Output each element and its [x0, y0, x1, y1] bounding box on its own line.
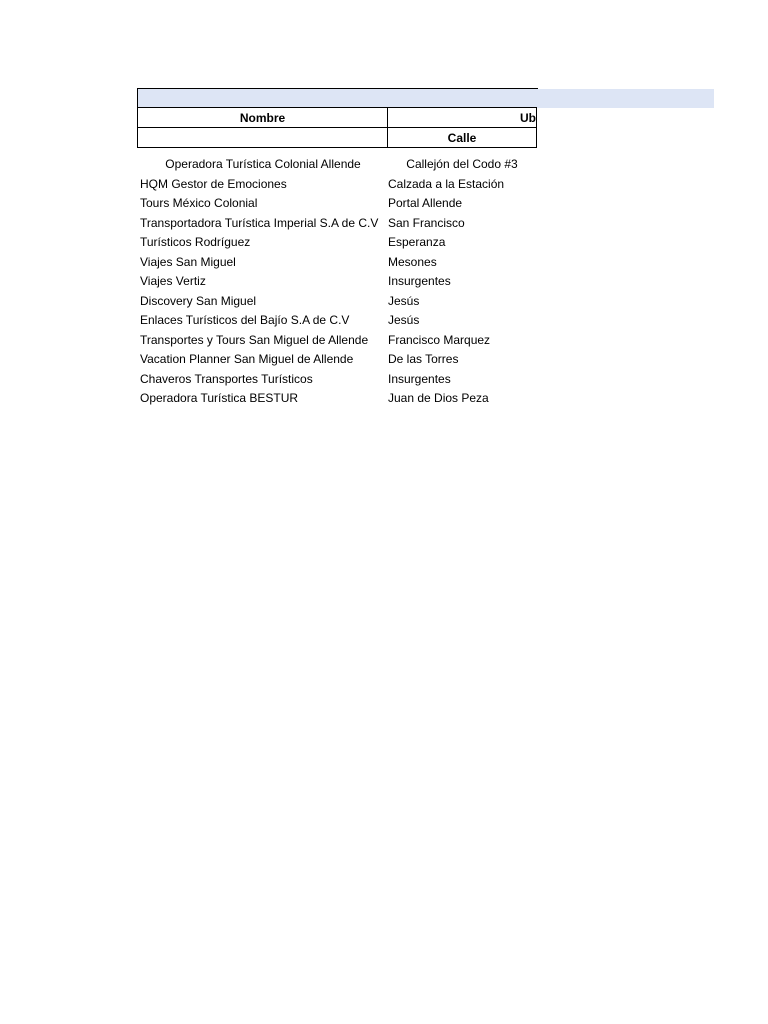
cell-nombre: HQM Gestor de Emociones	[140, 176, 287, 191]
cell-calle: Juan de Dios Peza	[388, 391, 489, 405]
table-row	[138, 370, 538, 390]
cell-calle: Insurgentes	[388, 274, 451, 288]
cell-nombre: Vacation Planner San Miguel de Allende	[140, 352, 354, 366]
cell-calle: San Francisco	[388, 215, 465, 230]
table-row	[138, 155, 538, 175]
cell-calle: Mesones	[388, 254, 437, 269]
cell-calle: Callejón del Codo #3	[406, 157, 518, 171]
title-band-border	[137, 88, 538, 108]
cell-nombre: Operadora Turística BESTUR	[140, 391, 299, 405]
cell-nombre: Transportadora Turística Imperial S.A de C.V	[140, 215, 379, 230]
table-row	[138, 214, 538, 234]
cell-nombre: Transportes y Tours San Miguel de Allende	[140, 332, 369, 347]
header-calle-label: Calle	[447, 130, 477, 145]
table-row	[138, 175, 538, 195]
table-row	[138, 292, 538, 312]
cell-nombre: Operadora Turística Colonial Allende	[165, 157, 361, 171]
cell-calle: Portal Allende	[388, 196, 463, 210]
table-row	[138, 194, 538, 214]
cell-nombre: Discovery San Miguel	[140, 293, 257, 308]
table-row	[138, 233, 538, 253]
header-nombre	[137, 107, 388, 128]
table-row	[138, 272, 538, 292]
table-row	[138, 350, 538, 370]
cell-calle: De las Torres	[388, 352, 459, 366]
header-ubicacion	[387, 107, 537, 128]
cell-calle: Calzada a la Estación	[388, 176, 505, 191]
header-blank-cell	[137, 127, 388, 148]
cell-nombre: Chaveros Transportes Turísticos	[140, 371, 313, 386]
data-table	[138, 155, 538, 409]
cell-calle: Jesús	[388, 313, 420, 327]
header-calle	[387, 127, 537, 148]
header-ubicacion-label: Ub	[520, 110, 536, 125]
table-row	[138, 331, 538, 351]
cell-calle: Esperanza	[388, 235, 446, 249]
cell-nombre: Viajes Vertiz	[140, 274, 206, 288]
table-row	[138, 389, 538, 409]
cell-calle: Jesús	[388, 293, 420, 308]
table-row	[138, 253, 538, 273]
cell-nombre: Tours México Colonial	[140, 196, 258, 210]
cell-calle: Francisco Marquez	[388, 332, 491, 347]
cell-nombre: Turísticos Rodríguez	[140, 235, 251, 249]
cell-nombre: Enlaces Turísticos del Bajío S.A de C.V	[140, 313, 350, 327]
header-nombre-label: Nombre	[239, 110, 286, 125]
cell-nombre: Viajes San Miguel	[140, 254, 236, 269]
cell-calle: Insurgentes	[388, 371, 451, 386]
table-row	[138, 311, 538, 331]
